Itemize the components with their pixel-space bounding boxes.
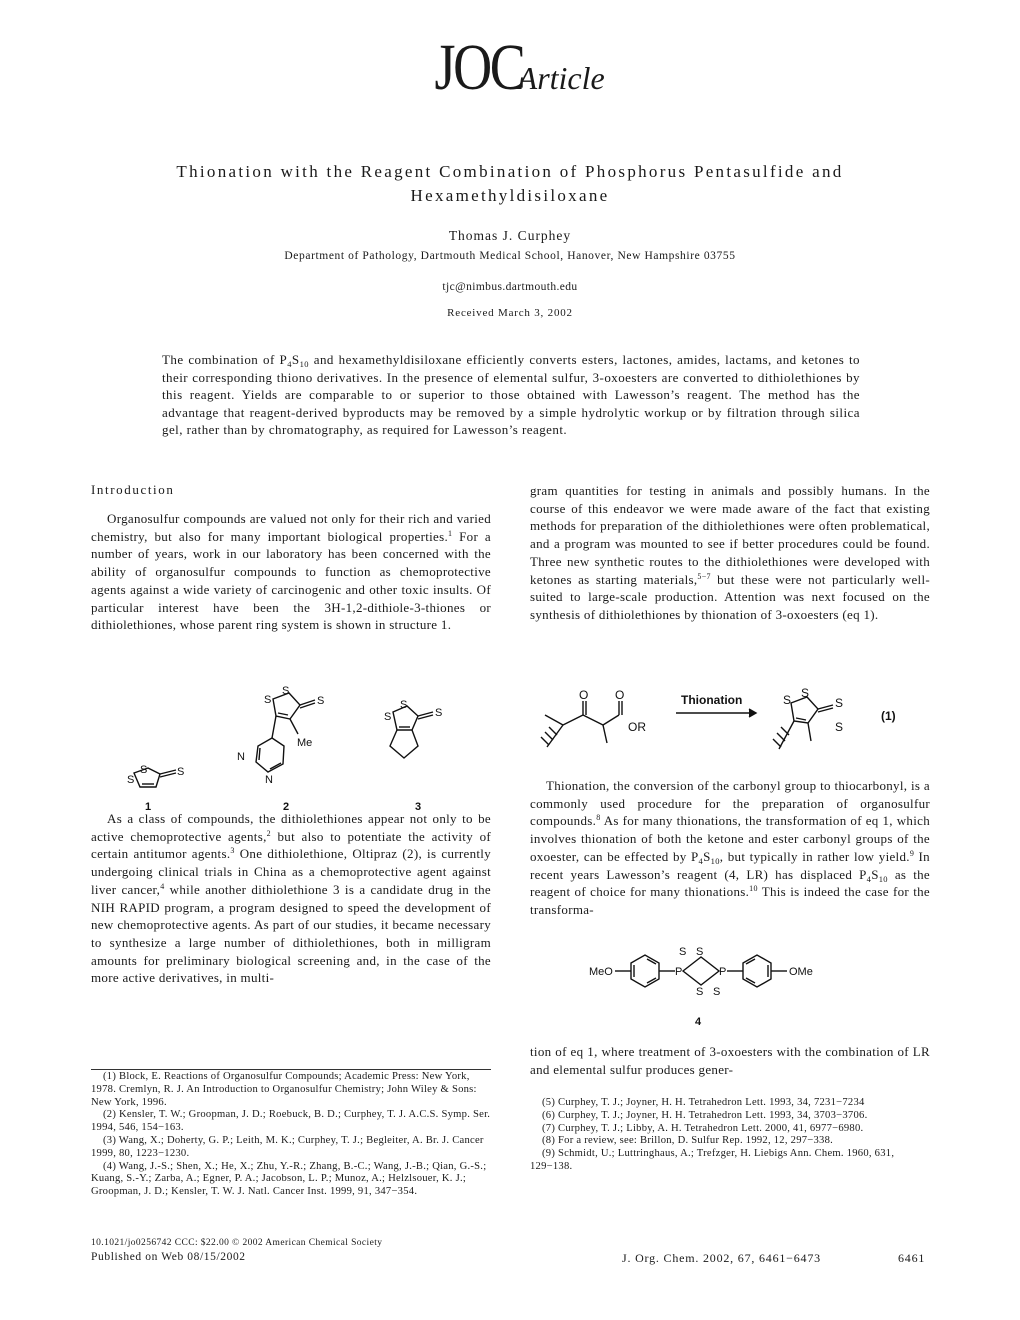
atom-label-s: S xyxy=(801,686,810,700)
atom-label-s: S xyxy=(783,693,792,707)
body-text: Organosulfur compounds are valued not only for their rich and varied chemistry, but also for many important biological properties. xyxy=(91,511,491,544)
body-text: In recent years Lawesson’s reagent (4, LR) has displaced P xyxy=(530,848,930,882)
body-text: Thionation, the conversion of the carbonyl group to thiocarbonyl, is a commonly used procedure for the preparation of organosulfur compounds. xyxy=(530,778,930,829)
body-text: S xyxy=(703,848,711,864)
citation-ref[interactable]: 10 xyxy=(749,884,758,894)
atom-label-s: S xyxy=(679,946,687,958)
body-text: but these were not particularly well-suited to large-scale production. Attention was next focused on the synthesis of dithiolethiones by thionation of 3-oxoesters (eq 1). xyxy=(530,571,930,622)
author-affiliation: Department of Pathology, Dartmouth Medical School, Hanover, New Hampshire 03755 xyxy=(284,250,736,262)
atom-label-s: S xyxy=(264,694,272,706)
journal-citation: J. Org. Chem. 2002, 67, 6461−6473 xyxy=(622,1251,821,1265)
body-text: , but typically in rather low yield. xyxy=(719,848,910,864)
atom-label-s: S xyxy=(282,685,290,697)
footnote: (9) Schmidt, U.; Luttringhaus, A.; Trefzger, H. Liebigs Ann. Chem. 1960, 631, 129−138. xyxy=(530,1148,895,1172)
abstract-text: S xyxy=(291,352,300,367)
methyl-label: Me xyxy=(297,737,313,749)
methoxy-label: OMe xyxy=(789,966,813,978)
body-text: gram quantities for testing in animals and possibly humans. In the course of this endeavor we were made aware of the fact that existing methods for preparation of the dithiolethiones were often problematical, and a program was mounted to see if better procedures could be found. Three new synthetic routes to the dithiolethiones were developed with ketones as starting materials, xyxy=(530,483,930,587)
subscript: 4 xyxy=(287,359,292,369)
page-number: 6461 xyxy=(898,1251,926,1265)
received-date: Received March 3, 2002 xyxy=(447,307,573,319)
citation-ref[interactable]: 9 xyxy=(909,848,915,858)
structure-number-1: 1 xyxy=(145,801,152,813)
atom-label-p: P xyxy=(675,966,683,978)
body-text: S xyxy=(871,866,879,882)
atom-label-s: S xyxy=(713,986,721,998)
atom-label-s: S xyxy=(384,711,392,723)
atom-label-s: S xyxy=(835,696,844,710)
body-text: As a class of compounds, the dithiolethiones appear not only to be active chemoprotective agents, xyxy=(91,811,491,844)
footnote: (8) For a review, see: Brillon, D. Sulfur Rep. 1992, 12, 297−338. xyxy=(542,1135,834,1147)
structures-figure xyxy=(100,680,470,815)
atom-label-s: S xyxy=(317,695,325,707)
atom-label-s: S xyxy=(696,946,704,958)
section-heading-introduction: Introduction xyxy=(91,482,175,497)
abstract-text: and hexamethyldisiloxane efficiently converts esters, lactones, amides, lactams, and ketones to their corresponding thiono derivatives. In the presence of elemental sulfur, 3-oxoesters are converted to dithiolethiones by this reagent. Yields are comparable to or superior to those obtained with Lawesson’s reagent. The method has the advantage that reagent-derived byproducts may be removed by a simple hydrolytic workup or by filtration through silica gel, rather than by chromatography, as required for Lawesson’s reagent. xyxy=(162,352,860,438)
logo-joc: JOC xyxy=(434,31,524,104)
body-text: but also to potentiate the activity of certain antitumor agents. xyxy=(91,828,491,862)
subscript: 4 xyxy=(866,873,872,884)
footnote: (1) Block, E. Reactions of Organosulfur Compounds; Academic Press: New York, 1978. Cremlyn, R. J. An Introduction to Organosulfur Chemistry; John Wiley & Sons: New York, 1996. xyxy=(91,1071,477,1108)
footnote-divider xyxy=(91,1069,491,1070)
atom-label-s: S xyxy=(400,699,408,711)
paragraph-5: tion of eq 1, where treatment of 3-oxoesters with the combination of LR and elemental sulfur produces gener- xyxy=(530,1044,930,1077)
subscript: 10 xyxy=(299,359,309,369)
equation-number: (1) xyxy=(881,709,896,723)
author-name: Thomas J. Curphey xyxy=(448,228,572,243)
methoxy-label: MeO xyxy=(589,966,613,978)
citation-ref[interactable]: 1 xyxy=(448,528,453,538)
footnotes-left xyxy=(91,1071,491,1199)
body-text: One dithiolethione, Oltipraz (2), is currently undergoing clinical trials in China as a chemoprotective agent against liver cancer, xyxy=(91,846,491,897)
structure-number-4: 4 xyxy=(695,1016,702,1028)
subscript: 10 xyxy=(710,855,720,866)
atom-label-s: S xyxy=(177,766,185,778)
atom-label-n: N xyxy=(237,751,245,763)
paragraph-2 xyxy=(91,810,491,987)
footnote: (7) Curphey, T. J.; Libby, A. H. Tetrahedron Lett. 2000, 41, 6977−6980. xyxy=(542,1122,864,1134)
logo-article: Article xyxy=(517,60,605,96)
doi-line: 10.1021/jo0256742 CCC: $22.00 © 2002 American Chemical Society xyxy=(91,1238,383,1248)
footnotes-right xyxy=(530,1097,930,1174)
abstract xyxy=(162,351,860,439)
footnote: (3) Wang, X.; Doherty, G. P.; Leith, M. K.; Curphey, T. J.; Begleiter, A. Br. J. Cancer 1999, 80, 1223−1230. xyxy=(91,1134,484,1159)
atom-label-n: N xyxy=(265,774,273,786)
atom-label-s: S xyxy=(435,707,443,719)
citation-ref[interactable]: 5−7 xyxy=(697,571,711,581)
author-email[interactable]: tjc@nimbus.dartmouth.edu xyxy=(442,281,578,293)
footnote: (4) Wang, J.-S.; Shen, X.; He, X.; Zhu, Y.-R.; Zhang, B.-C.; Wang, J.-B.; Qian, G.-S.; Kuang, S.-Y.; Zarba, A.; Egner, P. A.; Jacobson, L. P.; Munoz, A.; Helzlsouer, K. J.; Groopman, J. D.; Kensler, T. W. J. Natl. Cancer Inst. 1999, 91, 347−354. xyxy=(91,1160,487,1198)
atom-label-s: S xyxy=(835,720,844,734)
paragraph-3 xyxy=(530,482,930,624)
atom-label-s: S xyxy=(140,764,148,776)
lawesson-reagent-structure xyxy=(583,945,883,1030)
thionation-label: Thionation xyxy=(681,693,743,707)
journal-logo xyxy=(0,30,1020,106)
footnote: (5) Curphey, T. J.; Joyner, H. H. Tetrahedron Lett. 1993, 34, 7231−7234 xyxy=(542,1097,865,1108)
ester-or-label: OR xyxy=(628,720,646,734)
atom-label-p: P xyxy=(719,966,727,978)
atom-label-s: S xyxy=(696,986,704,998)
paragraph-4 xyxy=(530,777,930,919)
footnote: (6) Curphey, T. J.; Joyner, H. H. Tetrahedron Lett. 1993, 34, 3703−3706. xyxy=(542,1109,868,1121)
atom-label-s: S xyxy=(127,774,135,786)
paragraph-1 xyxy=(91,510,491,634)
footnote: (2) Kensler, T. W.; Groopman, J. D.; Roebuck, B. D.; Curphey, T. J. A.C.S. Symp. Ser. 1994, 546, 154−163. xyxy=(91,1109,491,1134)
citation-ref[interactable]: 8 xyxy=(596,813,601,823)
atom-label-o: O xyxy=(615,688,625,702)
published-date: Published on Web 08/15/2002 xyxy=(91,1251,246,1263)
body-text: As for many thionations, the transformation of eq 1, which involves thionation of both the ketone and ester carbonyl groups of the oxoester, can be effected by P xyxy=(530,813,930,864)
article-title: Thionation with the Reagent Combination of Phosphorus Pentasulfide and Hexamethyldisiloxane xyxy=(176,162,844,205)
structure-number-2: 2 xyxy=(283,801,290,813)
citation-ref[interactable]: 2 xyxy=(266,828,271,838)
equation-1-scheme xyxy=(535,685,915,765)
subscript: 10 xyxy=(878,873,888,884)
body-text: For a number of years, work in our laboratory has been concerned with the ability of organosulfur compounds to function as chemoprotective agents against a wide variety of carcinogenic and other toxic insults. Of particular interest have been the 3H-1,2-dithiole-3-thiones or dithiolethiones, whose parent ring system is shown in structure 1. xyxy=(91,528,491,633)
atom-label-o: O xyxy=(579,688,589,702)
body-text: while another dithiolethione 3 is a candidate drug in the NIH RAPID program, a program designed to speed the development of new chemoprotective agents. As part of our studies, it became necessary to synthesize a large number of dithiolethiones, both in milligram amounts for preliminary biological screening and, in the case of the more active derivatives, in multi- xyxy=(91,881,491,986)
subscript: 4 xyxy=(698,855,704,866)
citation-ref[interactable]: 3 xyxy=(230,846,235,856)
abstract-text: The combination of P xyxy=(162,352,288,367)
body-text: as the reagent of choice for many thionations. xyxy=(530,866,930,900)
citation-ref[interactable]: 4 xyxy=(160,881,165,891)
structure-number-3: 3 xyxy=(415,801,422,813)
body-text: This is indeed the case for the transforma- xyxy=(530,884,930,917)
